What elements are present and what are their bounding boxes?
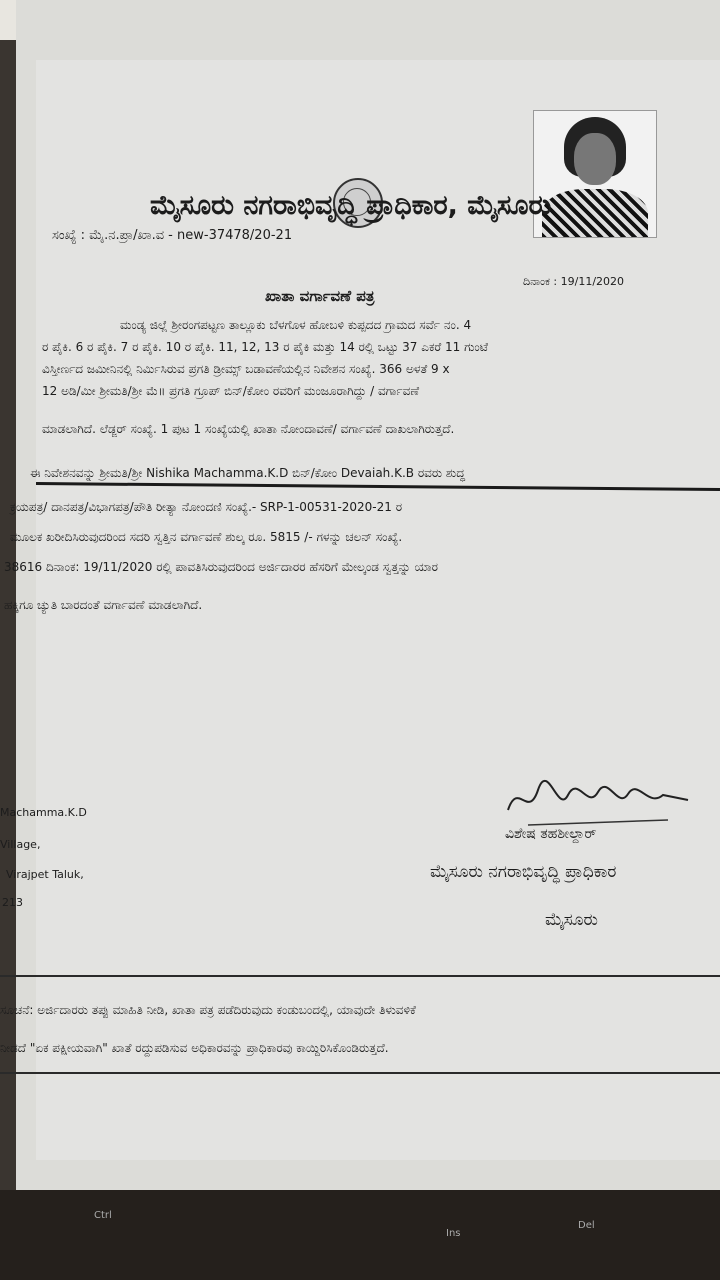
address-name: Machamma.K.D (0, 806, 87, 819)
applicant-photo (533, 110, 657, 238)
note-top-rule (0, 975, 720, 977)
note-line: ಸೂಚನೆ: ಅರ್ಜಿದಾರರು ತಪ್ಪು ಮಾಹಿತಿ ನೀಡಿ, ಖಾತಾ ಪತ್ರ ಪಡೆದಿರುವುದು ಕಂಡುಬಂದಲ್ಲಿ, ಯಾವುದೇ ತಿಳುವಳಿಕೆ (0, 1003, 416, 1017)
body-line: 38616 ದಿನಾಂಕ: 19/11/2020 ರಲ್ಲಿ ಪಾವತಿಸಿರುವುದರಿಂದ ಅರ್ಜಿದಾರರ ಹೆಸರಿಗೆ ಮೇಲ್ಕಂಡ ಸ್ವತ್ತನ್ನು ಯಾರ (4, 560, 438, 574)
body-line: ರ ಪೈಕಿ. 6 ರ ಪೈಕಿ. 7 ರ ಪೈಕಿ. 10 ರ ಪೈಕಿ. 11, 12, 13 ರ ಪೈಕಿ ಮತ್ತು 14 ರಲ್ಲಿ ಒಟ್ಟು 37 ಎಕರೆ 11 ಗುಂಟೆ (42, 340, 489, 354)
ins-key-label: Ins (446, 1228, 461, 1239)
signatory-city: ಮೈಸೂರು (545, 910, 598, 930)
keyboard-background (0, 1190, 720, 1280)
body-line: ಈ ನಿವೇಶನವನ್ನು ಶ್ರೀಮತಿ/ಶ್ರೀ Nishika Machamma.K.D ಬಿನ್/ಕೋಂ Devaiah.K.B ರವರು ಶುದ್ಧ (30, 466, 465, 480)
body-line: ಮಾಡಲಾಗಿದೆ. ಲೆಡ್ಜರ್ ಸಂಖ್ಯೆ. 1 ಪುಟ 1 ಸಂಖ್ಯೆಯಲ್ಲಿ ಖಾತಾ ನೋಂದಾವಣೆ/ ವರ್ಗಾವಣೆ ದಾಖಲಾಗಿರುತ್ತದೆ. (42, 422, 455, 436)
body-line: ಹಕ್ಕಿಗೂ ಚ್ಯುತಿ ಬಾರದಂತೆ ವರ್ಗಾವಣೆ ಮಾಡಲಾಗಿದೆ. (4, 598, 203, 612)
body-line: 12 ಅಡಿ/ಮೀ ಶ್ರೀಮತಿ/ಶ್ರೀ ಮೆ॥ ಪ್ರಗತಿ ಗ್ರೂಪ್ ಬಿನ್/ಕೋಂ ರವರಿಗೆ ಮಂಜೂರಾಗಿದ್ದು / ವರ್ಗಾವಣೆ (42, 384, 420, 398)
address-village: Village, (0, 838, 41, 851)
document-title: ಖಾತಾ ವರ್ಗಾವಣೆ ಪತ್ರ (265, 287, 375, 305)
authority-title: ಮೈಸೂರು ನಗರಾಭಿವೃದ್ಧಿ ಪ್ರಾಧಿಕಾರ, ಮೈಸೂರು (150, 190, 552, 221)
address-taluk: Virajpet Taluk, (6, 868, 84, 881)
handwritten-signature (498, 770, 698, 830)
body-line: ಮಂಡ್ಯ ಜಿಲ್ಲೆ ಶ್ರೀರಂಗಪಟ್ಟಣ ತಾಲ್ಲೂಕು ಬೆಳಗೊಳ ಹೋಬಳಿ ಕುಪ್ಪದದ ಗ್ರಾಮದ ಸರ್ವೆ ನಂ. 4 (120, 318, 472, 332)
signatory-organization: ಮೈಸೂರು ನಗರಾಭಿವೃದ್ಧಿ ಪ್ರಾಧಿಕಾರ (430, 862, 617, 882)
note-bottom-rule (0, 1072, 720, 1074)
designation-stamp: ವಿಶೇಷ ತಹಶೀಲ್ದಾರ್ (505, 826, 597, 842)
address-pin: 213 (2, 896, 23, 909)
note-line: ನೀಡದೆ "ಏಕ ಪಕ್ಷೀಯವಾಗಿ" ಖಾತೆ ರದ್ದುಪಡಿಸುವ ಅಧಿಕಾರವನ್ನು ಪ್ರಾಧಿಕಾರವು ಕಾಯ್ದಿರಿಸಿಕೊಂಡಿರುತ್ತದೆ. (0, 1041, 389, 1055)
body-line: ಮೂಲಕ ಖರೀದಿಸಿರುವುದರಿಂದ ಸದರಿ ಸ್ವತ್ತಿನ ವರ್ಗಾವಣೆ ಶುಲ್ಕ ರೂ. 5815 /- ಗಳನ್ನು ಚಲನ್ ಸಂಖ್ಯೆ. (10, 530, 403, 544)
del-key-label: Del (578, 1220, 595, 1231)
reference-number: ಸಂಖ್ಯೆ : ಮೈ.ನ.ಪ್ರಾ/ಖಾ.ವ - new-37478/20-21 (52, 228, 293, 243)
ctrl-key-label: Ctrl (94, 1210, 112, 1221)
body-line: ಕ್ರಯಪತ್ರ/ ದಾನಪತ್ರ/ವಿಭಾಗಪತ್ರ/ಪೌತಿ ರೀತ್ಯಾ ನೋಂದಣಿ ಸಂಖ್ಯೆ.- SRP-1-00531-2020-21 ರ (10, 500, 403, 514)
document-date: ದಿನಾಂಕ : 19/11/2020 (523, 275, 625, 288)
body-line: ವಿಸ್ತೀರ್ಣದ ಜಮೀನಿನಲ್ಲಿ ನಿರ್ಮಿಸಿರುವ ಪ್ರಗತಿ ಡ್ರೀಮ್ಸ್ ಬಡಾವಣೆಯಲ್ಲಿನ ನಿವೇಶನ ಸಂಖ್ಯೆ. 366 ಅಳತೆ 9 x (42, 362, 450, 376)
